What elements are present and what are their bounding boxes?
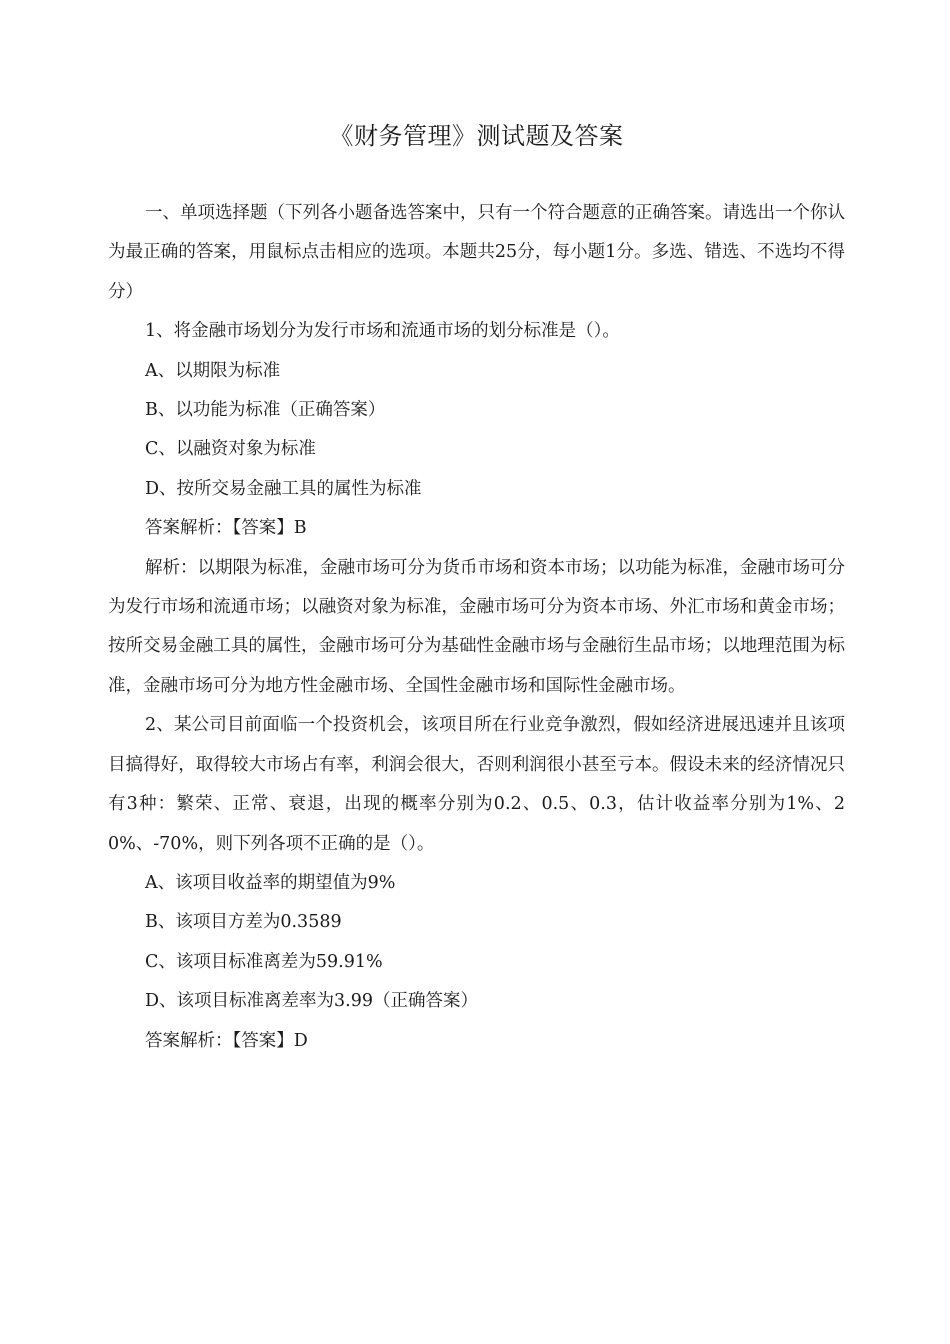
question-2-answer: 答案解析：【答案】D [145, 1030, 308, 1051]
question-1-explanation: 解析：以期限为标准，金融市场可分为货币市场和资本市场；以功能为标准，金融市场可分为发行市场和流通市场；以融资对象为标准，金融市场可分为资本市场、外汇市场和黄金市场；按所交易金融工具的属性，金融市场可分为基础性金融市场与金融衍生品市场；以地理范围为标准，金融市场可分为地方性金融市场、全国性金融市场和国际性金融市场。 [108, 557, 845, 696]
question-1-option-c: C、以融资对象为标准 [145, 439, 316, 460]
question-1-answer: 答案解析：【答案】B [145, 518, 307, 539]
document-title: 《财务管理》测试题及答案 [329, 122, 624, 150]
document-body [108, 194, 845, 1061]
question-2-stem: 2、某公司目前面临一个投资机会，该项目所在行业竞争激烈，假如经济进展迅速并且该项目搞得好，取得较大市场占有率，利润会很大，否则利润很小甚至亏本。假设未来的经济情况只有3种：繁荣、正常、衰退，出现的概率分别为0.2、0.5、0.3，估计收益率分别为1%、20%、-70%，则下列各项不正确的是（）。 [108, 715, 845, 854]
section-heading: 一、单项选择题（下列各小题备选答案中，只有一个符合题意的正确答案。请选出一个你认为最正确的答案，用鼠标点击相应的选项。本题共25分，每小题1分。多选、错选、不选均不得分） [108, 203, 845, 302]
question-1-option-a: A、以期限为标准 [145, 360, 281, 381]
question-2-option-d: D、该项目标准离差率为3.99（正确答案） [145, 991, 478, 1012]
question-2-option-b: B、该项目方差为0.3589 [145, 912, 342, 933]
question-1-option-d: D、按所交易金融工具的属性为标准 [145, 478, 422, 499]
question-1-stem: 1、将金融市场划分为发行市场和流通市场的划分标准是（）。 [145, 321, 620, 342]
question-1-option-b: B、以功能为标准（正确答案） [145, 400, 386, 421]
question-2-option-c: C、该项目标准离差为59.91% [145, 951, 383, 972]
question-2-option-a: A、该项目收益率的期望值为9% [145, 872, 396, 893]
